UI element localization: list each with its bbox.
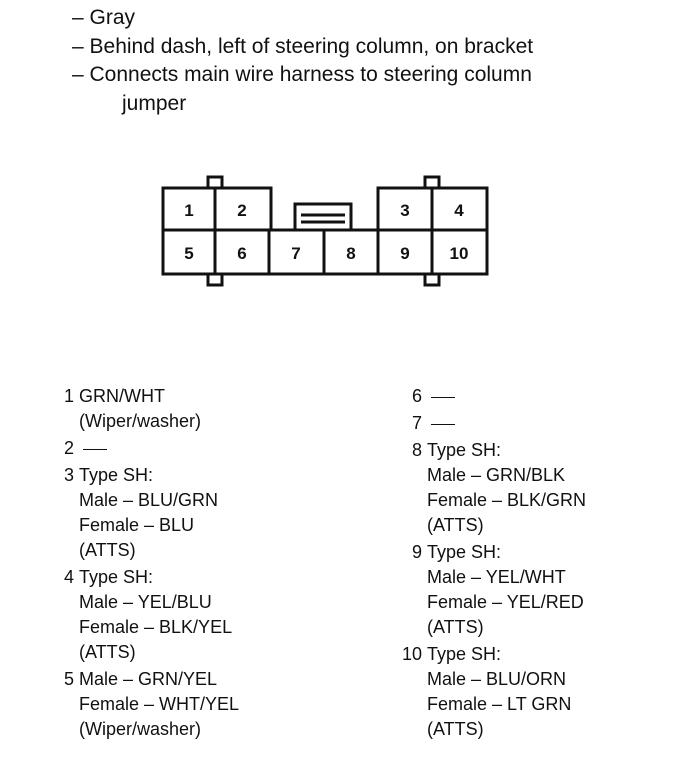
pin-entry-3: 3 Type SH: Male – BLU/GRN Female – BLU (ATTS) xyxy=(63,465,219,560)
key-top-right xyxy=(425,177,439,188)
pin-list-left xyxy=(54,384,384,744)
unused-dash xyxy=(431,424,455,425)
connects-line-continued: jumper xyxy=(122,91,187,115)
pin-entry-6: 6 xyxy=(402,384,682,409)
pin-entry-5: 5 Male – GRN/YEL Female – WHT/YEL (Wiper/washer) xyxy=(63,669,240,739)
connects-line: – Connects main wire harness to steering column xyxy=(72,63,532,86)
pin-label-2: 2 xyxy=(237,201,247,220)
pin-label-7: 7 xyxy=(291,244,301,263)
key-top-left xyxy=(208,177,222,188)
locking-tab xyxy=(295,204,351,230)
color-line: – Gray xyxy=(72,6,136,29)
connector-face-diagram xyxy=(150,170,500,292)
location-line: – Behind dash, left of steering column, on bracket xyxy=(72,34,534,58)
pin-label-3: 3 xyxy=(400,201,410,220)
key-bottom-left xyxy=(208,274,222,285)
connector-description xyxy=(72,4,533,118)
key-bottom-right xyxy=(425,274,439,285)
pin-label-9: 9 xyxy=(400,244,410,263)
pin-list-right xyxy=(402,384,682,744)
pin-label-8: 8 xyxy=(346,244,356,263)
pin-label-1: 1 xyxy=(184,201,194,220)
pin-entry-9: 9 Type SH: Male – YEL/WHT Female – YEL/RED (ATTS) xyxy=(411,542,584,637)
pin-entry-8: 8 Type SH: Male – GRN/BLK Female – BLK/GRN (ATTS) xyxy=(411,440,587,535)
pin-entry-4: 4 Type SH: Male – YEL/BLU Female – BLK/YEL (ATTS) xyxy=(63,567,233,662)
left-upper-block xyxy=(163,188,271,230)
pin-entry-1: 1 GRN/WHT (Wiper/washer) xyxy=(63,386,202,431)
pin-label-5: 5 xyxy=(184,244,194,263)
pin-label-6: 6 xyxy=(237,244,247,263)
pin-entry-7: 7 xyxy=(402,411,682,436)
unused-dash xyxy=(431,397,455,398)
pin-entry-10: 10 Type SH: Male – BLU/ORN Female – LT GRN (ATTS) xyxy=(401,644,572,739)
pin-label-10: 10 xyxy=(449,244,469,263)
pin-entry-2: 2 xyxy=(54,436,384,461)
unused-dash xyxy=(83,449,107,450)
pin-label-4: 4 xyxy=(454,201,464,220)
